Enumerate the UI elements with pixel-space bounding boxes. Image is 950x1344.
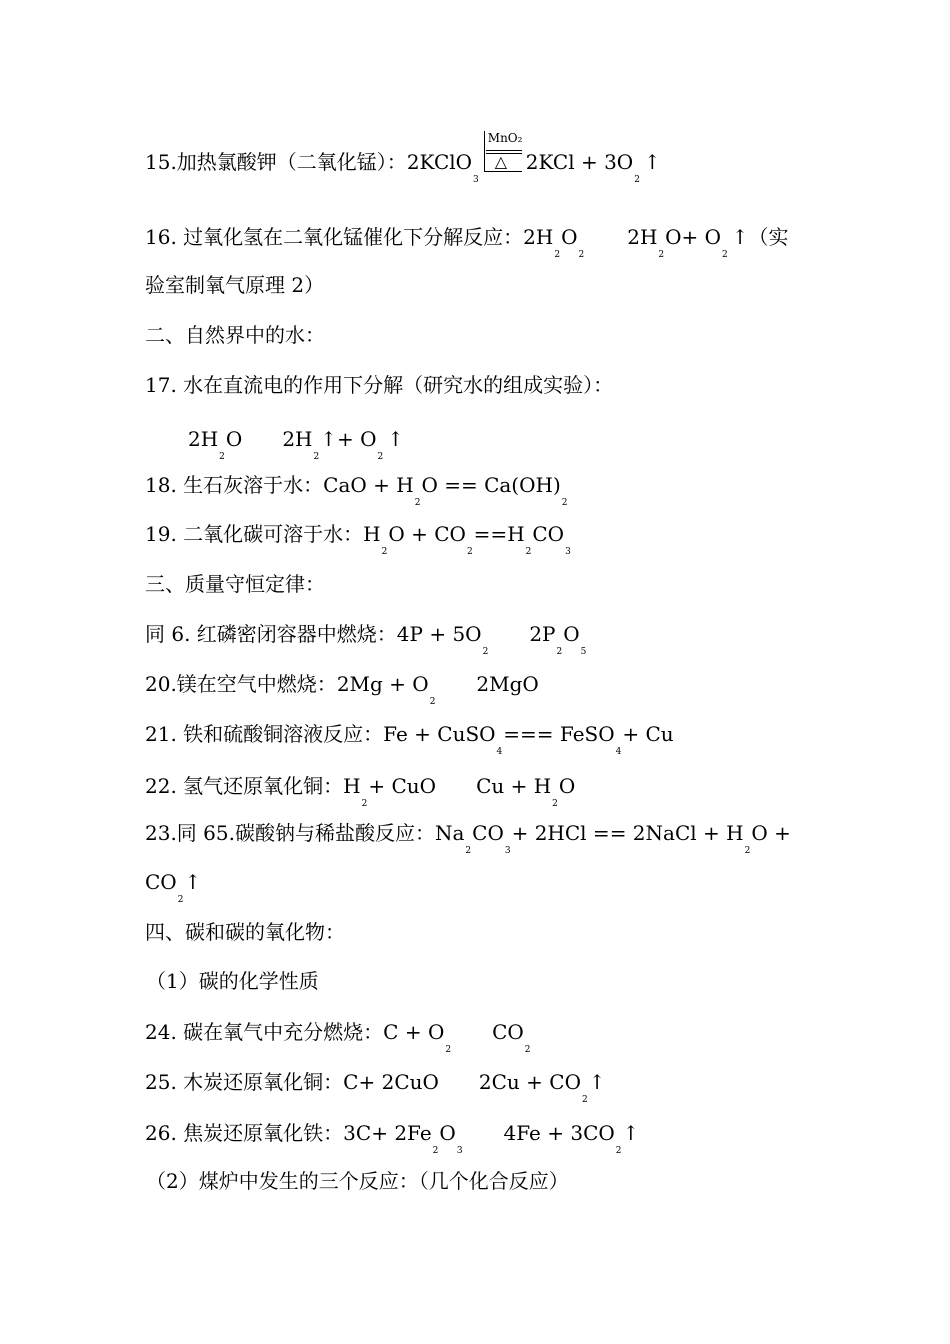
equation-label: 21. 铁和硫酸铜溶液反应：	[145, 722, 384, 746]
equation-label: 同 6. 红磷密闭容器中燃烧：	[145, 622, 397, 646]
equation-26: 26. 焦炭还原氧化铁：$3C+ 2Fe_2O_34Fe$ + $3CO_2↑$	[145, 1121, 640, 1156]
heat-symbol: △	[494, 152, 508, 171]
equation-label: 15.加热氯酸钾（二氧化锰）：	[145, 150, 407, 174]
equation-21: 21. 铁和硫酸铜溶液反应：Fe + CuSO$_4$=== FeSO$_4$+ Cu	[145, 722, 674, 757]
equation-16: 16. 过氧化氢在二氧化锰催化下分解反应：$2H_2O_22H_2O+$ $O_2↑$（实	[145, 225, 789, 260]
equation-20: 20.镁在空气中燃烧：$2Mg + O_22MgO$	[145, 672, 539, 707]
equation-17: 17. 水在直流电的作用下分解（研究水的组成实验）：	[145, 373, 614, 397]
catalyst-heat-condition	[484, 131, 524, 177]
equation-label: 16. 过氧化氢在二氧化锰催化下分解反应：	[145, 225, 524, 249]
equation-17-formula: $2H_2O$ $2H_2↑+$ $O_2↑$	[188, 427, 404, 462]
equation-label: 19. 二氧化碳可溶于水：	[145, 522, 364, 546]
section-heading-water: 二、自然界中的水：	[145, 323, 325, 347]
section-heading-mass-conservation: 三、质量守恒定律：	[145, 572, 325, 596]
catalyst-label: MnO₂	[487, 131, 523, 145]
equation-23-continued: $CO_2↑$	[145, 870, 202, 905]
equation-23: 23.同 65.碳酸钠与稀盐酸反应：$Na_2CO_3+ 2HCl$ == 2NaCl + $H_2O$ +	[145, 821, 791, 856]
equation-label: 25. 木炭还原氧化铜：	[145, 1070, 344, 1094]
equation-label: 23.同 65.碳酸钠与稀盐酸反应：	[145, 821, 435, 845]
gas-arrow: ↑	[643, 150, 661, 174]
gas-arrow: ↑	[387, 427, 404, 451]
subheading-coal-furnace: （2）煤炉中发生的三个反应：（几个化合反应）	[146, 1169, 569, 1193]
equation-24: 24. 碳在氧气中充分燃烧：$C + O_2CO_2$	[145, 1020, 531, 1055]
section-heading-carbon: 四、碳和碳的氧化物：	[145, 920, 345, 944]
equation-18: 18. 生石灰溶于水：CaO + $H_2O == Ca(OH)_2$	[145, 473, 568, 508]
equation-16-continued: 验室制氧气原理 2）	[145, 273, 325, 297]
subheading-carbon-properties: （1）碳的化学性质	[146, 969, 319, 993]
equation-15: 15.加热氯酸钾（二氧化锰）：2KClO$_3$ MnO₂ △ $2KCl + 3O_2↑$	[145, 131, 661, 185]
equation-same-6: 同 6. 红磷密闭容器中燃烧：$4P + 5O_22P_2O_5$	[145, 622, 587, 657]
equation-label: 18. 生石灰溶于水：	[145, 473, 324, 497]
equation-label: 26. 焦炭还原氧化铁：	[145, 1121, 344, 1145]
gas-arrow: ↑	[622, 1121, 640, 1145]
equation-19: 19. 二氧化碳可溶于水：$H_2O + CO_2==H_2CO_3$	[145, 522, 571, 557]
equation-25: 25. 木炭还原氧化铜：C+ 2CuO $2Cu + CO_2↑$	[145, 1070, 606, 1105]
gas-arrow: ↑	[588, 1070, 606, 1094]
gas-arrow: ↑	[184, 870, 202, 894]
gas-arrow: ↑	[320, 427, 337, 451]
equation-label: 20.镁在空气中燃烧：	[145, 672, 337, 696]
equation-label: 22. 氢气还原氧化铜：	[145, 774, 344, 798]
equation-22: 22. 氢气还原氧化铜：$H_2+$ CuO $Cu + H_2O$	[145, 774, 576, 809]
equation-label: 24. 碳在氧气中充分燃烧：	[145, 1020, 384, 1044]
gas-arrow: ↑	[731, 225, 749, 249]
